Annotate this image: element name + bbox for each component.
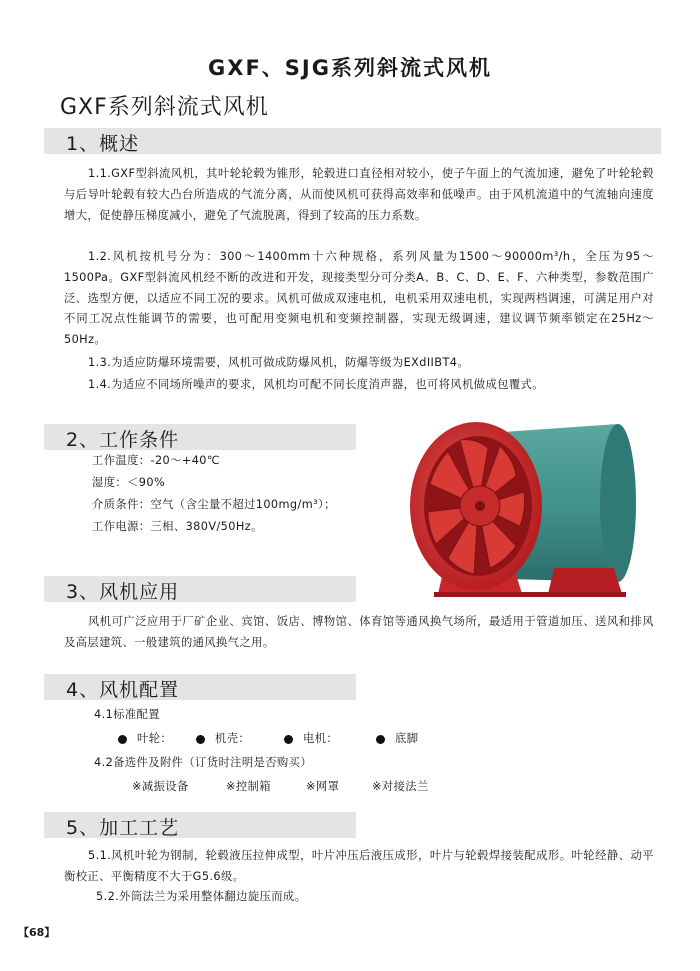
section-header-overview bbox=[44, 128, 661, 154]
page-number: 【68】 bbox=[18, 926, 56, 939]
paragraph-5-1: 5.1.风机叶轮为钢制，轮毂液压拉伸成型，叶片冲压后液压成形，叶片与轮毂焊接装配成形。叶轮经静、动平衡校正、平衡精度不大于G5.6级。 bbox=[64, 849, 654, 883]
paragraph-1-3: 1.3.为适应防爆环境需要，风机可做成防爆风机，防爆等级为EXdIIBT4。 bbox=[88, 356, 470, 369]
optional-item: ※网罩 bbox=[306, 780, 340, 793]
page-title: GXF、SJG系列斜流式风机 bbox=[208, 56, 492, 80]
section-header-conditions bbox=[44, 424, 356, 450]
section-title: 1、概述 bbox=[66, 133, 140, 155]
paragraph-5-2: 5.2.外筒法兰为采用整体翻边旋压而成。 bbox=[96, 890, 307, 903]
standard-config-label: 4.1标准配置 bbox=[94, 708, 160, 721]
optional-config-label: 4.2备选件及附件（订货时注明是否购买） bbox=[94, 756, 313, 769]
condition-humidity: 湿度：＜90% bbox=[92, 476, 166, 489]
bullet-icon bbox=[376, 735, 385, 744]
section-title: 3、风机应用 bbox=[66, 581, 180, 603]
standard-item: 叶轮： bbox=[118, 730, 172, 746]
condition-medium: 介质条件：空气（含尘量不超过100mg/m³）； bbox=[92, 498, 336, 511]
paragraph-1-4: 1.4.为适应不同场所噪声的要求，风机均可配不同长度消声器，也可将风机做成包覆式。 bbox=[88, 378, 544, 391]
optional-item: ※控制箱 bbox=[226, 780, 271, 793]
paragraph-1-1: 1.1.GXF型斜流风机，其叶轮轮毂为锥形，轮毂进口直径相对较小，使子午面上的气流加速，避免了叶轮轮毂与后导叶轮毂有较大凸台所造成的气流分离，从而使风机可获得高效率和低噪声。由于风机流道中的气流轴向速度增大，促使静压梯度减小，避免了气流脱离，得到了较高的压力系数。 bbox=[64, 167, 654, 222]
optional-item: ※减振设备 bbox=[132, 780, 189, 793]
standard-item: 电机： bbox=[284, 730, 338, 746]
section-title: 5、加工工艺 bbox=[66, 817, 180, 839]
section-header-application bbox=[44, 576, 356, 602]
bullet-icon bbox=[118, 735, 127, 744]
section-header-process bbox=[44, 812, 356, 838]
condition-power: 工作电源：三相、380V/50Hz。 bbox=[92, 520, 263, 533]
optional-item: ※对接法兰 bbox=[372, 780, 429, 793]
bullet-icon bbox=[196, 735, 205, 744]
fan-product-image bbox=[404, 418, 660, 604]
condition-temperature: 工作温度：-20～+40℃ bbox=[92, 454, 220, 467]
standard-item: 机壳： bbox=[196, 730, 250, 746]
application-text: 风机可广泛应用于厂矿企业、宾馆、饭店、博物馆、体育馆等通风换气场所，最适用于管道加压、送风和排风及高层建筑、一般建筑的通风换气之用。 bbox=[64, 615, 654, 649]
section-header-config bbox=[44, 674, 356, 700]
bullet-icon bbox=[284, 735, 293, 744]
standard-item: 底脚 bbox=[376, 730, 418, 746]
paragraph-1-2: 1.2.风机按机号分为：300～1400mm十六种规格，系列风量为1500～90000m³/h，全压为95～1500Pa。GXF型斜流风机经不断的改进和开发，现接类型分可分类A、B、C、D、E、F、六种类型，参数范围广泛、选型方便，以适应不同工况的要求。风机可做成双速电机，电机采用双速电机，实现两档调速，可满足用户对不同工况点性能调节的需要，也可配用变频电机和变频控制器，实现无级调速，建议调节频率锁定在25Hz～50Hz。 bbox=[64, 250, 654, 347]
sub-title: GXF系列斜流式风机 bbox=[60, 95, 269, 120]
section-title: 4、风机配置 bbox=[66, 679, 180, 701]
section-title: 2、工作条件 bbox=[66, 429, 180, 451]
